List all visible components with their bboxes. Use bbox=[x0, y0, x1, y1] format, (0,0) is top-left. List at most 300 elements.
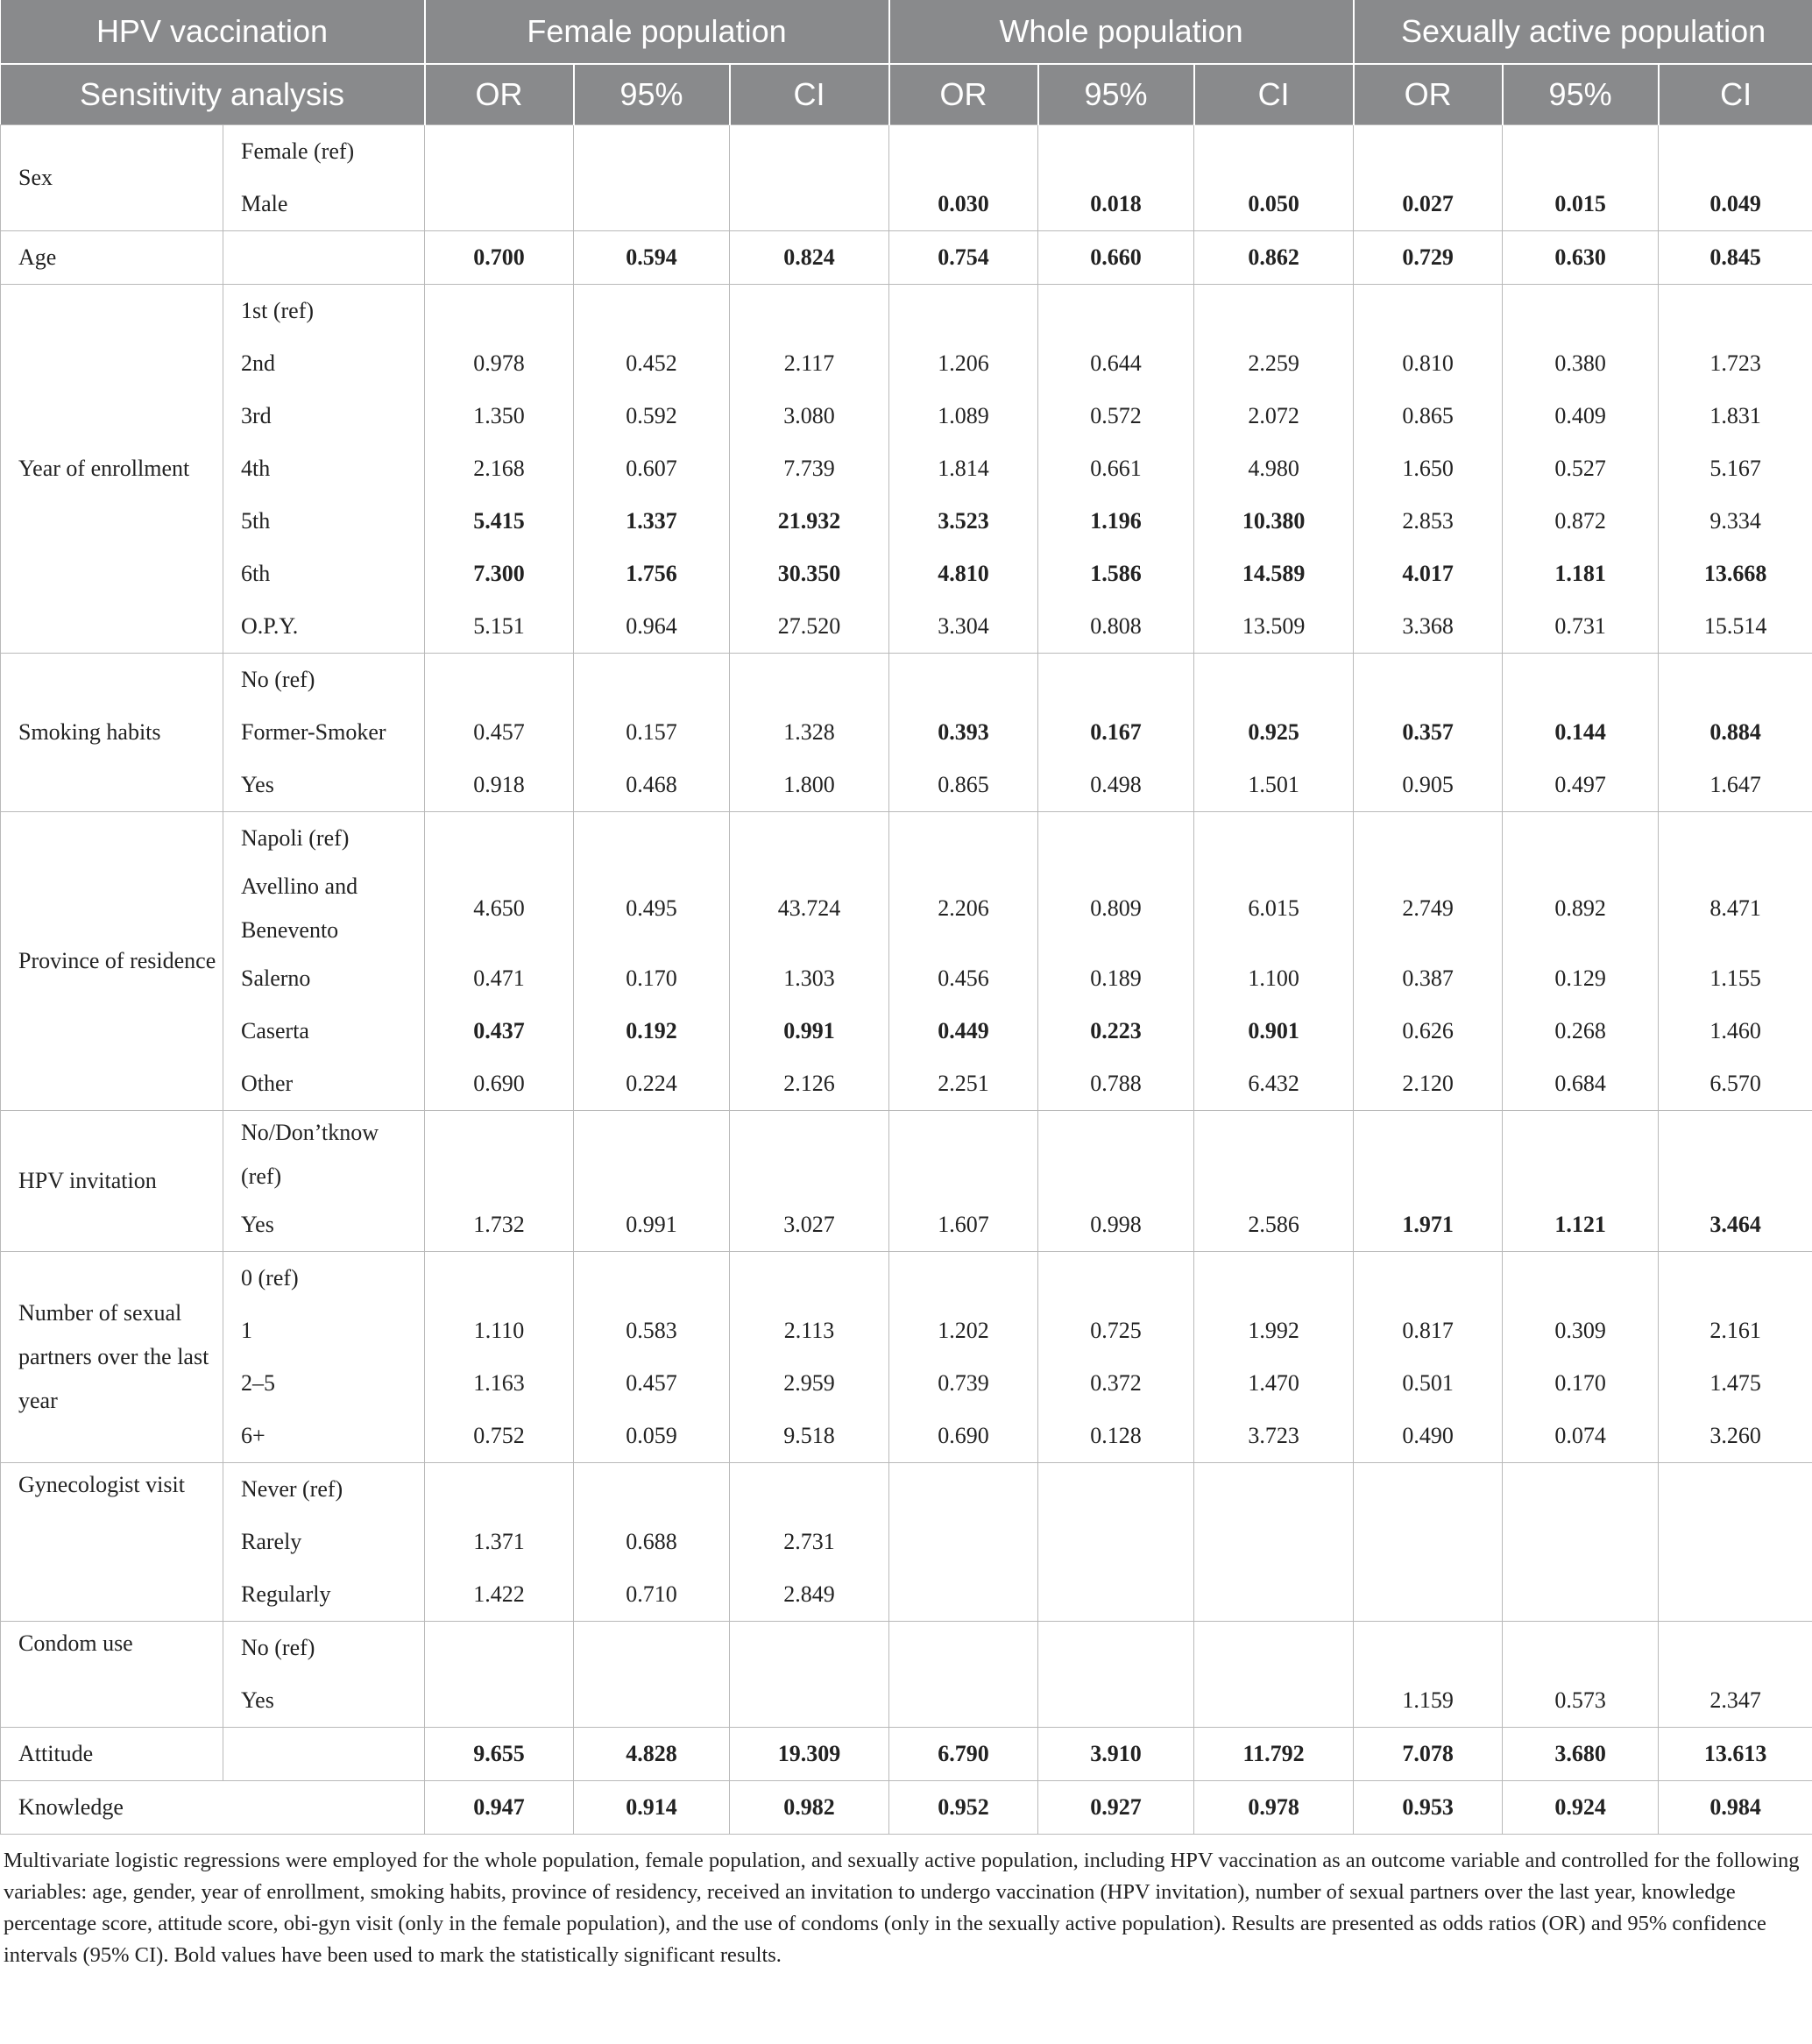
value-cell bbox=[1194, 285, 1354, 338]
variable-label: HPV invitation bbox=[1, 1111, 223, 1252]
value-cell bbox=[730, 654, 889, 707]
value-cell: 0.862 bbox=[1194, 231, 1354, 285]
table-row bbox=[1, 1728, 1812, 1781]
value-cell: 2.117 bbox=[730, 337, 889, 390]
header-outcome: HPV vaccination bbox=[1, 0, 425, 64]
value-cell: 1.586 bbox=[1038, 548, 1194, 600]
value-cell: 0.725 bbox=[1038, 1305, 1194, 1357]
category-label: 4th bbox=[223, 442, 425, 495]
category-label: Avellino and Benevento bbox=[223, 865, 425, 952]
value-cell: 9.334 bbox=[1659, 495, 1812, 548]
category-label: Yes bbox=[223, 1199, 425, 1252]
category-label bbox=[223, 231, 425, 285]
value-cell: 0.808 bbox=[1038, 600, 1194, 654]
table-row bbox=[1, 1568, 1812, 1622]
value-cell bbox=[1659, 1622, 1812, 1675]
value-cell: 0.471 bbox=[425, 952, 574, 1005]
value-cell bbox=[1354, 1252, 1503, 1305]
category-label: 2–5 bbox=[223, 1357, 425, 1410]
value-cell: 3.680 bbox=[1503, 1728, 1659, 1781]
value-cell: 0.357 bbox=[1354, 706, 1503, 759]
value-cell: 0.409 bbox=[1503, 390, 1659, 442]
value-cell bbox=[574, 1111, 730, 1199]
value-cell: 0.982 bbox=[730, 1781, 889, 1835]
value-cell: 0.268 bbox=[1503, 1005, 1659, 1057]
value-cell: 5.167 bbox=[1659, 442, 1812, 495]
value-cell: 7.739 bbox=[730, 442, 889, 495]
value-cell bbox=[574, 1463, 730, 1517]
table-row bbox=[1, 1463, 1812, 1517]
category-label: Yes bbox=[223, 759, 425, 812]
value-cell: 9.518 bbox=[730, 1410, 889, 1463]
value-cell: 0.049 bbox=[1659, 178, 1812, 231]
value-cell: 0.452 bbox=[574, 337, 730, 390]
value-cell: 0.495 bbox=[574, 865, 730, 952]
value-cell: 1.100 bbox=[1194, 952, 1354, 1005]
value-cell: 4.828 bbox=[574, 1728, 730, 1781]
value-cell bbox=[889, 1674, 1038, 1728]
value-cell: 0.978 bbox=[1194, 1781, 1354, 1835]
value-cell: 0.914 bbox=[574, 1781, 730, 1835]
value-cell: 14.589 bbox=[1194, 548, 1354, 600]
value-cell: 0.372 bbox=[1038, 1357, 1194, 1410]
value-cell: 0.223 bbox=[1038, 1005, 1194, 1057]
value-cell bbox=[1038, 1111, 1194, 1199]
value-cell: 0.387 bbox=[1354, 952, 1503, 1005]
category-label: Female (ref) bbox=[223, 125, 425, 179]
value-cell bbox=[730, 285, 889, 338]
value-cell: 1.475 bbox=[1659, 1357, 1812, 1410]
value-cell: 1.163 bbox=[425, 1357, 574, 1410]
value-cell bbox=[425, 285, 574, 338]
value-cell bbox=[1354, 125, 1503, 179]
value-cell: 0.872 bbox=[1503, 495, 1659, 548]
value-cell bbox=[1038, 812, 1194, 866]
value-cell: 2.161 bbox=[1659, 1305, 1812, 1357]
value-cell: 10.380 bbox=[1194, 495, 1354, 548]
table-row bbox=[1, 952, 1812, 1005]
category-label: No/Don’tknow (ref) bbox=[223, 1111, 425, 1199]
value-cell: 1.800 bbox=[730, 759, 889, 812]
category-label: Regularly bbox=[223, 1568, 425, 1622]
value-cell bbox=[1194, 654, 1354, 707]
value-cell: 0.924 bbox=[1503, 1781, 1659, 1835]
category-label: Yes bbox=[223, 1674, 425, 1728]
value-cell: 0.192 bbox=[574, 1005, 730, 1057]
value-cell bbox=[1659, 125, 1812, 179]
value-cell: 0.865 bbox=[1354, 390, 1503, 442]
value-cell bbox=[889, 1516, 1038, 1568]
header-female-population: Female population bbox=[425, 0, 889, 64]
table-row bbox=[1, 1674, 1812, 1728]
header-sensitivity-analysis: Sensitivity analysis bbox=[1, 64, 425, 125]
value-cell bbox=[1194, 125, 1354, 179]
value-cell: 0.660 bbox=[1038, 231, 1194, 285]
header-whole-or: OR bbox=[889, 64, 1038, 125]
table-row bbox=[1, 812, 1812, 866]
value-cell bbox=[1354, 812, 1503, 866]
value-cell bbox=[889, 812, 1038, 866]
value-cell: 0.809 bbox=[1038, 865, 1194, 952]
table-row bbox=[1, 548, 1812, 600]
value-cell bbox=[1194, 812, 1354, 866]
value-cell: 0.498 bbox=[1038, 759, 1194, 812]
table-row bbox=[1, 654, 1812, 707]
value-cell bbox=[574, 1252, 730, 1305]
value-cell bbox=[1038, 1622, 1194, 1675]
value-cell: 2.126 bbox=[730, 1057, 889, 1111]
value-cell: 1.202 bbox=[889, 1305, 1038, 1357]
value-cell: 0.224 bbox=[574, 1057, 730, 1111]
value-cell bbox=[1503, 812, 1659, 866]
value-cell bbox=[1659, 1252, 1812, 1305]
value-cell: 0.918 bbox=[425, 759, 574, 812]
value-cell bbox=[574, 1674, 730, 1728]
value-cell bbox=[889, 285, 1038, 338]
value-cell: 0.991 bbox=[730, 1005, 889, 1057]
category-label: Rarely bbox=[223, 1516, 425, 1568]
value-cell bbox=[1194, 1463, 1354, 1517]
table-footnote: Multivariate logistic regressions were employed for the whole population, female population, and sexually active population, including HPV vaccination as an outcome variable and controlled for the following variables: age, gender, year of enrollment, smoking habits, province of residency, received an invitation to undergo vaccination (HPV invitation), number of sexual partners over the last year, knowledge percentage score, attitude score, obi-gyn visit (only in the female population), and the use of condoms (only in the sexually active population). Results are presented as odds ratios (OR) and 95% confidence intervals (95% CI). Bold values have been used to mark the statistically significant results. bbox=[4, 1849, 1800, 1967]
value-cell: 0.927 bbox=[1038, 1781, 1194, 1835]
value-cell: 0.978 bbox=[425, 337, 574, 390]
value-cell: 0.984 bbox=[1659, 1781, 1812, 1835]
value-cell: 0.457 bbox=[574, 1357, 730, 1410]
value-cell: 0.167 bbox=[1038, 706, 1194, 759]
value-cell: 2.849 bbox=[730, 1568, 889, 1622]
value-cell: 0.027 bbox=[1354, 178, 1503, 231]
value-cell bbox=[1038, 285, 1194, 338]
value-cell: 0.497 bbox=[1503, 759, 1659, 812]
value-cell: 0.573 bbox=[1503, 1674, 1659, 1728]
value-cell bbox=[1503, 1252, 1659, 1305]
value-cell: 1.470 bbox=[1194, 1357, 1354, 1410]
value-cell: 0.752 bbox=[425, 1410, 574, 1463]
table-row bbox=[1, 1305, 1812, 1357]
value-cell: 4.810 bbox=[889, 548, 1038, 600]
value-cell: 3.027 bbox=[730, 1199, 889, 1252]
value-cell bbox=[425, 125, 574, 179]
value-cell: 0.952 bbox=[889, 1781, 1038, 1835]
value-cell: 1.501 bbox=[1194, 759, 1354, 812]
value-cell bbox=[730, 178, 889, 231]
value-cell: 1.607 bbox=[889, 1199, 1038, 1252]
value-cell: 2.206 bbox=[889, 865, 1038, 952]
category-label: 3rd bbox=[223, 390, 425, 442]
category-label: 6+ bbox=[223, 1410, 425, 1463]
table-row bbox=[1, 337, 1812, 390]
category-label: Male bbox=[223, 178, 425, 231]
value-cell: 2.168 bbox=[425, 442, 574, 495]
value-cell: 0.964 bbox=[574, 600, 730, 654]
value-cell: 3.080 bbox=[730, 390, 889, 442]
value-cell: 13.613 bbox=[1659, 1728, 1812, 1781]
table-row bbox=[1, 125, 1812, 179]
value-cell bbox=[425, 1111, 574, 1199]
value-cell: 1.460 bbox=[1659, 1005, 1812, 1057]
value-cell bbox=[425, 178, 574, 231]
value-cell: 0.810 bbox=[1354, 337, 1503, 390]
value-cell bbox=[889, 1111, 1038, 1199]
value-cell: 1.650 bbox=[1354, 442, 1503, 495]
value-cell bbox=[425, 654, 574, 707]
value-cell: 0.527 bbox=[1503, 442, 1659, 495]
value-cell: 0.449 bbox=[889, 1005, 1038, 1057]
value-cell: 0.128 bbox=[1038, 1410, 1194, 1463]
category-label: 6th bbox=[223, 548, 425, 600]
value-cell: 0.998 bbox=[1038, 1199, 1194, 1252]
header-active-95: 95% bbox=[1503, 64, 1659, 125]
value-cell bbox=[425, 1622, 574, 1675]
variable-label: Year of enrollment bbox=[1, 285, 223, 654]
value-cell bbox=[574, 178, 730, 231]
value-cell bbox=[1659, 812, 1812, 866]
value-cell: 0.437 bbox=[425, 1005, 574, 1057]
table-row bbox=[1, 1005, 1812, 1057]
value-cell bbox=[889, 654, 1038, 707]
table-row bbox=[1, 706, 1812, 759]
value-cell: 1.371 bbox=[425, 1516, 574, 1568]
table-row bbox=[1, 1199, 1812, 1252]
value-cell: 19.309 bbox=[730, 1728, 889, 1781]
value-cell: 0.947 bbox=[425, 1781, 574, 1835]
value-cell bbox=[730, 1252, 889, 1305]
value-cell: 0.991 bbox=[574, 1199, 730, 1252]
value-cell: 0.892 bbox=[1503, 865, 1659, 952]
value-cell bbox=[1659, 285, 1812, 338]
value-cell: 1.196 bbox=[1038, 495, 1194, 548]
value-cell bbox=[1354, 654, 1503, 707]
value-cell: 1.992 bbox=[1194, 1305, 1354, 1357]
value-cell: 0.490 bbox=[1354, 1410, 1503, 1463]
category-label: No (ref) bbox=[223, 1622, 425, 1675]
value-cell: 1.350 bbox=[425, 390, 574, 442]
value-cell: 0.074 bbox=[1503, 1410, 1659, 1463]
table-row bbox=[1, 495, 1812, 548]
value-cell bbox=[730, 812, 889, 866]
table-row bbox=[1, 285, 1812, 338]
value-cell bbox=[730, 125, 889, 179]
value-cell: 1.732 bbox=[425, 1199, 574, 1252]
value-cell: 3.723 bbox=[1194, 1410, 1354, 1463]
value-cell: 1.121 bbox=[1503, 1199, 1659, 1252]
value-cell bbox=[1503, 1516, 1659, 1568]
value-cell: 13.509 bbox=[1194, 600, 1354, 654]
value-cell: 2.347 bbox=[1659, 1674, 1812, 1728]
value-cell: 0.925 bbox=[1194, 706, 1354, 759]
value-cell: 3.464 bbox=[1659, 1199, 1812, 1252]
value-cell: 1.206 bbox=[889, 337, 1038, 390]
value-cell bbox=[889, 1568, 1038, 1622]
variable-label: Smoking habits bbox=[1, 654, 223, 812]
value-cell: 4.980 bbox=[1194, 442, 1354, 495]
value-cell bbox=[1038, 1463, 1194, 1517]
category-label: O.P.Y. bbox=[223, 600, 425, 654]
value-cell: 9.655 bbox=[425, 1728, 574, 1781]
header-active-ci: CI bbox=[1659, 64, 1812, 125]
value-cell: 6.015 bbox=[1194, 865, 1354, 952]
value-cell bbox=[425, 1252, 574, 1305]
value-cell: 0.157 bbox=[574, 706, 730, 759]
value-cell: 2.259 bbox=[1194, 337, 1354, 390]
value-cell bbox=[889, 1463, 1038, 1517]
table-row bbox=[1, 442, 1812, 495]
value-cell: 1.328 bbox=[730, 706, 889, 759]
value-cell bbox=[425, 1674, 574, 1728]
value-cell bbox=[1354, 1463, 1503, 1517]
variable-label: Condom use bbox=[1, 1622, 223, 1728]
value-cell bbox=[1503, 1622, 1659, 1675]
value-cell bbox=[425, 1463, 574, 1517]
value-cell: 0.684 bbox=[1503, 1057, 1659, 1111]
value-cell: 0.170 bbox=[1503, 1357, 1659, 1410]
value-cell bbox=[730, 1463, 889, 1517]
value-cell bbox=[889, 1622, 1038, 1675]
value-cell: 0.824 bbox=[730, 231, 889, 285]
value-cell: 0.731 bbox=[1503, 600, 1659, 654]
value-cell bbox=[1354, 1111, 1503, 1199]
value-cell bbox=[1354, 1622, 1503, 1675]
table-row bbox=[1, 1357, 1812, 1410]
table-row bbox=[1, 1622, 1812, 1675]
value-cell bbox=[1354, 1568, 1503, 1622]
value-cell bbox=[1194, 1568, 1354, 1622]
category-label: Salerno bbox=[223, 952, 425, 1005]
value-cell bbox=[1503, 1111, 1659, 1199]
value-cell: 1.337 bbox=[574, 495, 730, 548]
value-cell: 5.415 bbox=[425, 495, 574, 548]
category-label: No (ref) bbox=[223, 654, 425, 707]
value-cell: 0.754 bbox=[889, 231, 1038, 285]
value-cell: 1.756 bbox=[574, 548, 730, 600]
table-row bbox=[1, 1111, 1812, 1199]
value-cell: 0.583 bbox=[574, 1305, 730, 1357]
value-cell: 0.018 bbox=[1038, 178, 1194, 231]
category-label: Never (ref) bbox=[223, 1463, 425, 1517]
value-cell: 30.350 bbox=[730, 548, 889, 600]
value-cell: 0.690 bbox=[425, 1057, 574, 1111]
value-cell: 2.251 bbox=[889, 1057, 1038, 1111]
variable-label: Sex bbox=[1, 125, 223, 231]
value-cell bbox=[1659, 1568, 1812, 1622]
table-row bbox=[1, 1057, 1812, 1111]
value-cell: 0.607 bbox=[574, 442, 730, 495]
value-cell: 4.017 bbox=[1354, 548, 1503, 600]
category-label: 5th bbox=[223, 495, 425, 548]
value-cell: 43.724 bbox=[730, 865, 889, 952]
value-cell bbox=[1038, 1516, 1194, 1568]
value-cell: 27.520 bbox=[730, 600, 889, 654]
header-whole-population: Whole population bbox=[889, 0, 1354, 64]
value-cell: 1.155 bbox=[1659, 952, 1812, 1005]
value-cell bbox=[1038, 1252, 1194, 1305]
category-label: 1 bbox=[223, 1305, 425, 1357]
value-cell: 0.884 bbox=[1659, 706, 1812, 759]
table-row bbox=[1, 231, 1812, 285]
value-cell: 2.853 bbox=[1354, 495, 1503, 548]
header-female-ci: CI bbox=[730, 64, 889, 125]
value-cell bbox=[1503, 1463, 1659, 1517]
table-row bbox=[1, 178, 1812, 231]
header-whole-ci: CI bbox=[1194, 64, 1354, 125]
header-whole-95: 95% bbox=[1038, 64, 1194, 125]
value-cell: 0.592 bbox=[574, 390, 730, 442]
value-cell: 0.661 bbox=[1038, 442, 1194, 495]
value-cell: 3.910 bbox=[1038, 1728, 1194, 1781]
value-cell: 3.523 bbox=[889, 495, 1038, 548]
value-cell: 0.739 bbox=[889, 1357, 1038, 1410]
value-cell bbox=[1038, 1568, 1194, 1622]
value-cell: 1.831 bbox=[1659, 390, 1812, 442]
value-cell: 1.647 bbox=[1659, 759, 1812, 812]
value-cell: 0.953 bbox=[1354, 1781, 1503, 1835]
table-row bbox=[1, 600, 1812, 654]
value-cell: 2.113 bbox=[730, 1305, 889, 1357]
value-cell: 0.170 bbox=[574, 952, 730, 1005]
value-cell bbox=[1659, 1463, 1812, 1517]
variable-label: Knowledge bbox=[1, 1781, 425, 1835]
variable-label: Age bbox=[1, 231, 223, 285]
value-cell: 0.630 bbox=[1503, 231, 1659, 285]
value-cell: 2.120 bbox=[1354, 1057, 1503, 1111]
value-cell: 1.181 bbox=[1503, 548, 1659, 600]
value-cell: 3.368 bbox=[1354, 600, 1503, 654]
category-label: Other bbox=[223, 1057, 425, 1111]
value-cell: 0.905 bbox=[1354, 759, 1503, 812]
value-cell: 1.303 bbox=[730, 952, 889, 1005]
variable-label: Number of sexual partners over the last year bbox=[1, 1252, 223, 1463]
value-cell: 0.729 bbox=[1354, 231, 1503, 285]
category-label: 2nd bbox=[223, 337, 425, 390]
category-label bbox=[223, 1728, 425, 1781]
value-cell bbox=[425, 812, 574, 866]
value-cell: 1.814 bbox=[889, 442, 1038, 495]
value-cell: 1.110 bbox=[425, 1305, 574, 1357]
value-cell: 0.457 bbox=[425, 706, 574, 759]
variable-label: Province of residence bbox=[1, 812, 223, 1111]
value-cell bbox=[1503, 125, 1659, 179]
value-cell: 0.050 bbox=[1194, 178, 1354, 231]
value-cell bbox=[1038, 1674, 1194, 1728]
value-cell: 7.078 bbox=[1354, 1728, 1503, 1781]
value-cell: 0.901 bbox=[1194, 1005, 1354, 1057]
value-cell: 5.151 bbox=[425, 600, 574, 654]
table-row bbox=[1, 759, 1812, 812]
value-cell: 0.030 bbox=[889, 178, 1038, 231]
value-cell: 1.971 bbox=[1354, 1199, 1503, 1252]
value-cell: 1.089 bbox=[889, 390, 1038, 442]
value-cell: 1.159 bbox=[1354, 1674, 1503, 1728]
value-cell bbox=[1503, 654, 1659, 707]
value-cell: 0.309 bbox=[1503, 1305, 1659, 1357]
value-cell bbox=[574, 285, 730, 338]
value-cell: 0.626 bbox=[1354, 1005, 1503, 1057]
table-row bbox=[1, 390, 1812, 442]
category-label: 1st (ref) bbox=[223, 285, 425, 338]
value-cell: 0.015 bbox=[1503, 178, 1659, 231]
value-cell: 3.260 bbox=[1659, 1410, 1812, 1463]
value-cell: 0.700 bbox=[425, 231, 574, 285]
variable-label: Gynecologist visit bbox=[1, 1463, 223, 1622]
value-cell bbox=[574, 812, 730, 866]
value-cell bbox=[1194, 1622, 1354, 1675]
value-cell: 0.129 bbox=[1503, 952, 1659, 1005]
value-cell: 0.594 bbox=[574, 231, 730, 285]
value-cell: 7.300 bbox=[425, 548, 574, 600]
value-cell bbox=[1659, 654, 1812, 707]
header-sexually-active-population: Sexually active population bbox=[1354, 0, 1812, 64]
table-row bbox=[1, 1516, 1812, 1568]
